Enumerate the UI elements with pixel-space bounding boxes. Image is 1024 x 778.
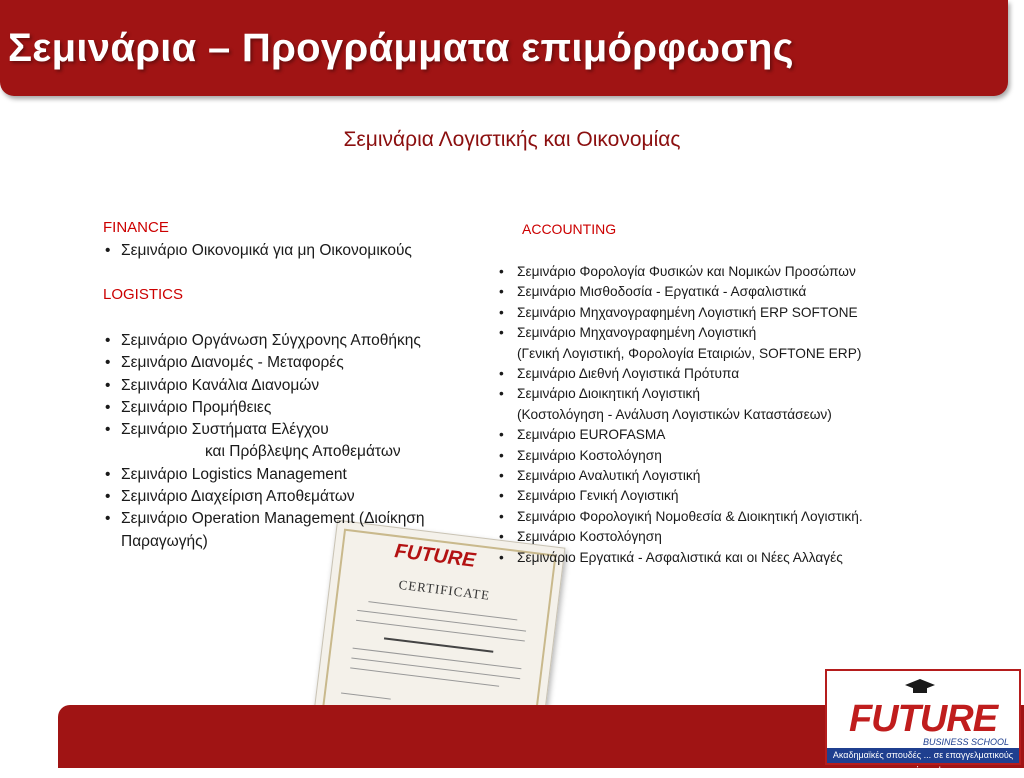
list-item: • Σεμινάριο Κοστολόγηση xyxy=(499,527,863,547)
slide-subtitle: Σεμινάρια Λογιστικής και Οικονομίας xyxy=(343,128,681,151)
list-item: • Σεμινάριο Γενική Λογιστική xyxy=(499,486,863,506)
logo-wordmark: FUTURE xyxy=(848,698,998,740)
finance-heading: FINANCE xyxy=(103,219,169,236)
list-item-continuation: (Κοστολόγηση - Ανάλυση Λογιστικών Καταστάσεων) xyxy=(517,406,832,422)
logistics-list xyxy=(103,330,425,553)
graduation-cap-icon xyxy=(905,679,935,695)
list-item: • Σεμινάριο Φορολογική Νομοθεσία & Διοικητική Λογιστική. xyxy=(499,507,863,527)
list-item: • Σεμινάριο Διαχείριση Αποθεμάτων xyxy=(103,486,425,508)
list-item: • Σεμινάριο Μισθοδοσία - Εργατικά - Ασφαλιστικά xyxy=(499,282,863,302)
list-item: • Σεμινάριο Μηχανογραφημένη Λογιστική (Γενική Λογιστική, Φορολογία Εταιριών, SOFTONE ERP) xyxy=(499,323,863,364)
list-item: • Σεμινάριο Μηχανογραφημένη Λογιστική ERP SOFTONE xyxy=(499,303,863,323)
logo-motto: Ακαδημαϊκές σπουδές ... σε επαγγελματικούς χρόνους! xyxy=(827,748,1019,763)
logo-subtitle: BUSINESS SCHOOL xyxy=(922,737,1009,747)
accounting-heading: ACCOUNTING xyxy=(522,221,617,237)
list-item: • Σεμινάριο Συστήματα Ελέγχου και Πρόβλεψης Αποθεμάτων xyxy=(103,419,425,464)
certificate-logo: FUTURE xyxy=(393,540,477,572)
list-item: • Σεμινάριο Οργάνωση Σύγχρονης Αποθήκης xyxy=(103,330,425,352)
list-item-continuation: και Πρόβλεψης Αποθεμάτων xyxy=(205,443,401,461)
slide-title: Σεμινάρια – Προγράμματα επιμόρφωσης xyxy=(8,26,794,70)
list-item: • Σεμινάριο Οικονομικά για μη Οικονομικούς xyxy=(103,240,412,262)
accounting-list xyxy=(499,262,863,568)
list-item: • Σεμινάριο Αναλυτική Λογιστική xyxy=(499,466,863,486)
logistics-heading: LOGISTICS xyxy=(103,286,184,303)
list-item: • Σεμινάριο Κανάλια Διανομών xyxy=(103,375,425,397)
list-item-continuation: Παραγωγής) xyxy=(121,532,208,550)
title-bar xyxy=(0,0,1008,96)
list-item: • Σεμινάριο Διεθνή Λογιστικά Πρότυπα xyxy=(499,364,863,384)
list-item: • Σεμινάριο Operation Management (Διοίκηση Παραγωγής) xyxy=(103,508,425,553)
list-item: • Σεμινάριο Logistics Management xyxy=(103,464,425,486)
list-item: • Σεμινάριο Φορολογία Φυσικών και Νομικών Προσώπων xyxy=(499,262,863,282)
list-item: • Σεμινάριο Διοικητική Λογιστική (Κοστολόγηση - Ανάλυση Λογιστικών Καταστάσεων) xyxy=(499,384,863,425)
certificate-title: CERTIFICATE xyxy=(397,576,491,603)
list-item: • Σεμινάριο Προμήθειες xyxy=(103,397,425,419)
list-item: • Σεμινάριο Εργατικά - Ασφαλιστικά και οι Νέες Αλλαγές xyxy=(499,548,863,568)
finance-list xyxy=(103,240,412,262)
list-item: • Σεμινάριο Διανομές - Μεταφορές xyxy=(103,352,425,374)
future-business-school-logo xyxy=(825,669,1021,775)
list-item: • Σεμινάριο EUROFASMA xyxy=(499,425,863,445)
list-item: • Σεμινάριο Κοστολόγηση xyxy=(499,446,863,466)
list-item-continuation: (Γενική Λογιστική, Φορολογία Εταιριών, SOFTONE ERP) xyxy=(517,345,862,361)
